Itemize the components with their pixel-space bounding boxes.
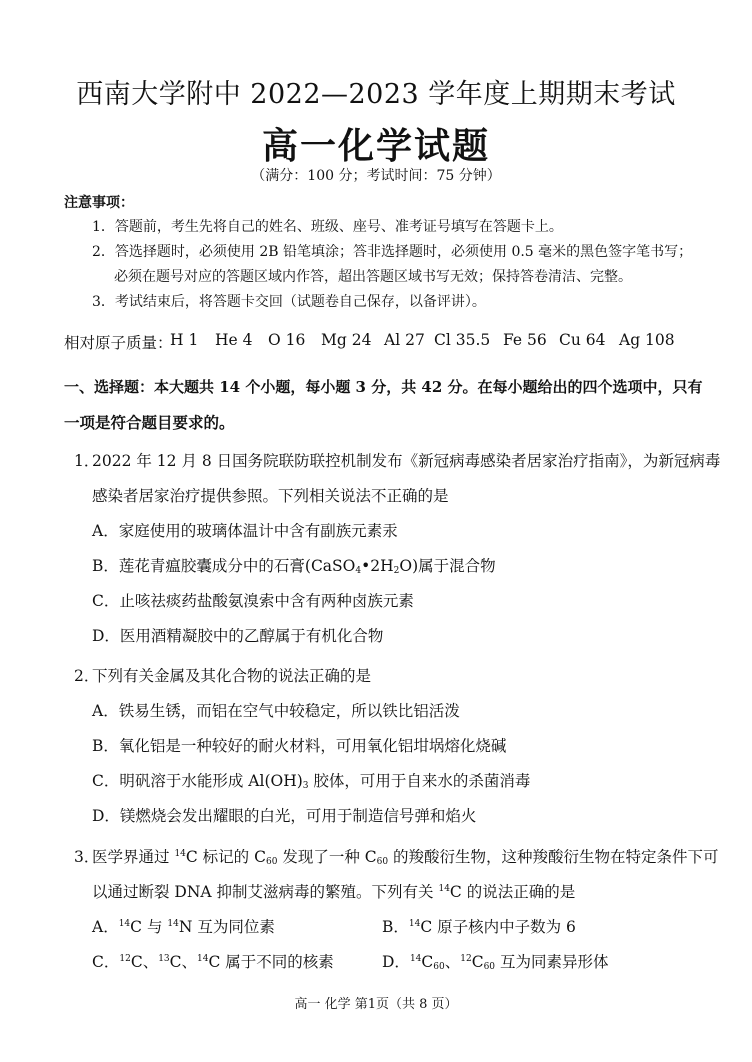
notice-item-2-cont: 必须在题号对应的答题区域内作答，超出答题区域书写无效；保持答卷清洁、完整。 (114, 269, 632, 285)
text: 发现了一种 C (277, 848, 377, 866)
notice-item-1: 1．答题前，考生先将自己的姓名、班级、座号、准考证号填写在答题卡上。 (92, 219, 563, 235)
notice-heading: 注意事项： (64, 195, 134, 211)
superscript: 14 (118, 919, 131, 929)
atomic-mass-fe: Fe 56 (503, 331, 547, 349)
superscript: 14 (197, 954, 209, 964)
text: C 原子核内中子数为 6 (420, 918, 576, 936)
superscript: 14 (438, 884, 450, 894)
subscript: 60 (265, 857, 278, 867)
subscript: 60 (483, 962, 496, 972)
section1-instructions-cont: 一项是符合题目要求的。 (64, 413, 235, 432)
text: C 属于不同的核素 (208, 953, 334, 971)
q3-option-b (382, 915, 576, 937)
superscript: 14 (409, 954, 422, 964)
q3-stem-line2 (92, 880, 575, 902)
text: 以通过断裂 DNA 抑制艾滋病毒的繁殖。下列有关 (92, 883, 439, 901)
q3-option-c (92, 950, 334, 972)
school-exam-title: 西南大学附中 2022—2023 学年度上期期末考试 (76, 79, 676, 110)
superscript: 13 (158, 954, 170, 964)
text: 互为同素异形体 (495, 953, 609, 971)
text: A． (92, 918, 119, 936)
notice-item-3: 3．考试结束后，将答题卡交回（试题卷自己保存，以备评讲）。 (92, 294, 486, 310)
q1-option-a: A．家庭使用的玻璃体温计中含有副族元素汞 (92, 522, 398, 540)
text: B． (382, 918, 409, 936)
q1-option-b-text: •2H (361, 557, 394, 575)
subject-title: 高一化学试题 (261, 125, 490, 167)
atomic-mass-he: He 4 (215, 331, 253, 349)
atomic-mass-h: H 1 (170, 331, 199, 349)
subscript: 3 (302, 781, 309, 791)
q3-number: 3． (74, 848, 100, 866)
q3-stem-line1 (92, 845, 719, 867)
text: C 标记的 C (185, 848, 266, 866)
superscript: 14 (167, 919, 179, 929)
exam-info: （满分：100 分；考试时间：75 分钟） (251, 168, 501, 184)
subscript: 2 (393, 566, 400, 576)
atomic-mass-label: 相对原子质量： (64, 334, 173, 352)
text: C、 (169, 953, 198, 971)
q1-option-b (92, 554, 496, 576)
superscript: 12 (460, 954, 472, 964)
text: C (421, 953, 434, 971)
atomic-mass-mg: Mg 24 (321, 331, 372, 349)
q2-stem: 下列有关金属及其化合物的说法正确的是 (92, 667, 372, 685)
q2-option-c-text: 胶体，可用于自来水的杀菌消毒 (308, 772, 531, 790)
page-footer: 高一 化学 第1页（共 8 页） (294, 997, 458, 1012)
text: C、 (130, 953, 159, 971)
q2-option-c-text: C．明矾溶于水能形成 Al(OH) (92, 772, 303, 790)
superscript: 14 (174, 849, 186, 859)
text: 、 (444, 953, 461, 971)
q1-option-d: D．医用酒精凝胶中的乙醇属于有机化合物 (92, 627, 384, 645)
q1-option-b-text: O)属于混合物 (399, 557, 496, 575)
text: C 与 (130, 918, 168, 936)
atomic-mass-o: O 16 (268, 331, 306, 349)
atomic-mass-al: Al 27 (384, 331, 425, 349)
q3-option-d (382, 950, 608, 972)
superscript: 14 (408, 919, 421, 929)
atomic-mass-cl: Cl 35.5 (434, 331, 491, 349)
text: C (471, 953, 484, 971)
text: 医学界通过 (92, 848, 175, 866)
q1-option-c: C．止咳祛痰药盐酸氨溴索中含有两种卤族元素 (92, 592, 414, 610)
text: C． (92, 953, 120, 971)
atomic-mass-ag: Ag 108 (619, 331, 675, 349)
text: 的羧酸衍生物，这种羧酸衍生物在特定条件下可 (388, 848, 719, 866)
atomic-mass-cu: Cu 64 (559, 331, 606, 349)
q2-option-d: D．镁燃烧会发出耀眼的白光，可用于制造信号弹和焰火 (92, 807, 477, 825)
q2-option-c (92, 769, 530, 791)
subscript: 4 (355, 566, 362, 576)
subscript: 60 (433, 962, 445, 972)
q1-number: 1． (74, 452, 100, 470)
superscript: 12 (119, 954, 131, 964)
text: N 互为同位素 (178, 918, 275, 936)
section1-instructions: 一、选择题：本大题共 14 个小题，每小题 3 分，共 42 分。在每小题给出的四个选项中，只有 (64, 378, 703, 396)
q1-stem-line1: 2022 年 12 月 8 日国务院联防联控机制发布《新冠病毒感染者居家治疗指南》，为新冠病毒 (92, 452, 721, 470)
text: C 的说法正确的是 (449, 883, 576, 901)
subscript: 60 (376, 857, 389, 867)
notice-item-2: 2．答选择题时，必须使用 2B 铅笔填涂；答非选择题时，必须使用 0.5 毫米的黑色签字笔书写； (92, 244, 693, 260)
q2-option-b: B．氧化铝是一种较好的耐火材料，可用氧化铝坩埚熔化烧碱 (92, 737, 507, 755)
q2-number: 2． (74, 667, 100, 685)
q1-stem-line2: 感染者居家治疗提供参照。下列相关说法不正确的是 (92, 487, 449, 505)
q2-option-a: A．铁易生锈，而铝在空气中较稳定，所以铁比铝活泼 (92, 702, 460, 720)
q1-option-b-text: B．莲花青瘟胶囊成分中的石膏(CaSO (92, 557, 356, 575)
text: D． (382, 953, 410, 971)
q3-option-a (92, 915, 275, 937)
